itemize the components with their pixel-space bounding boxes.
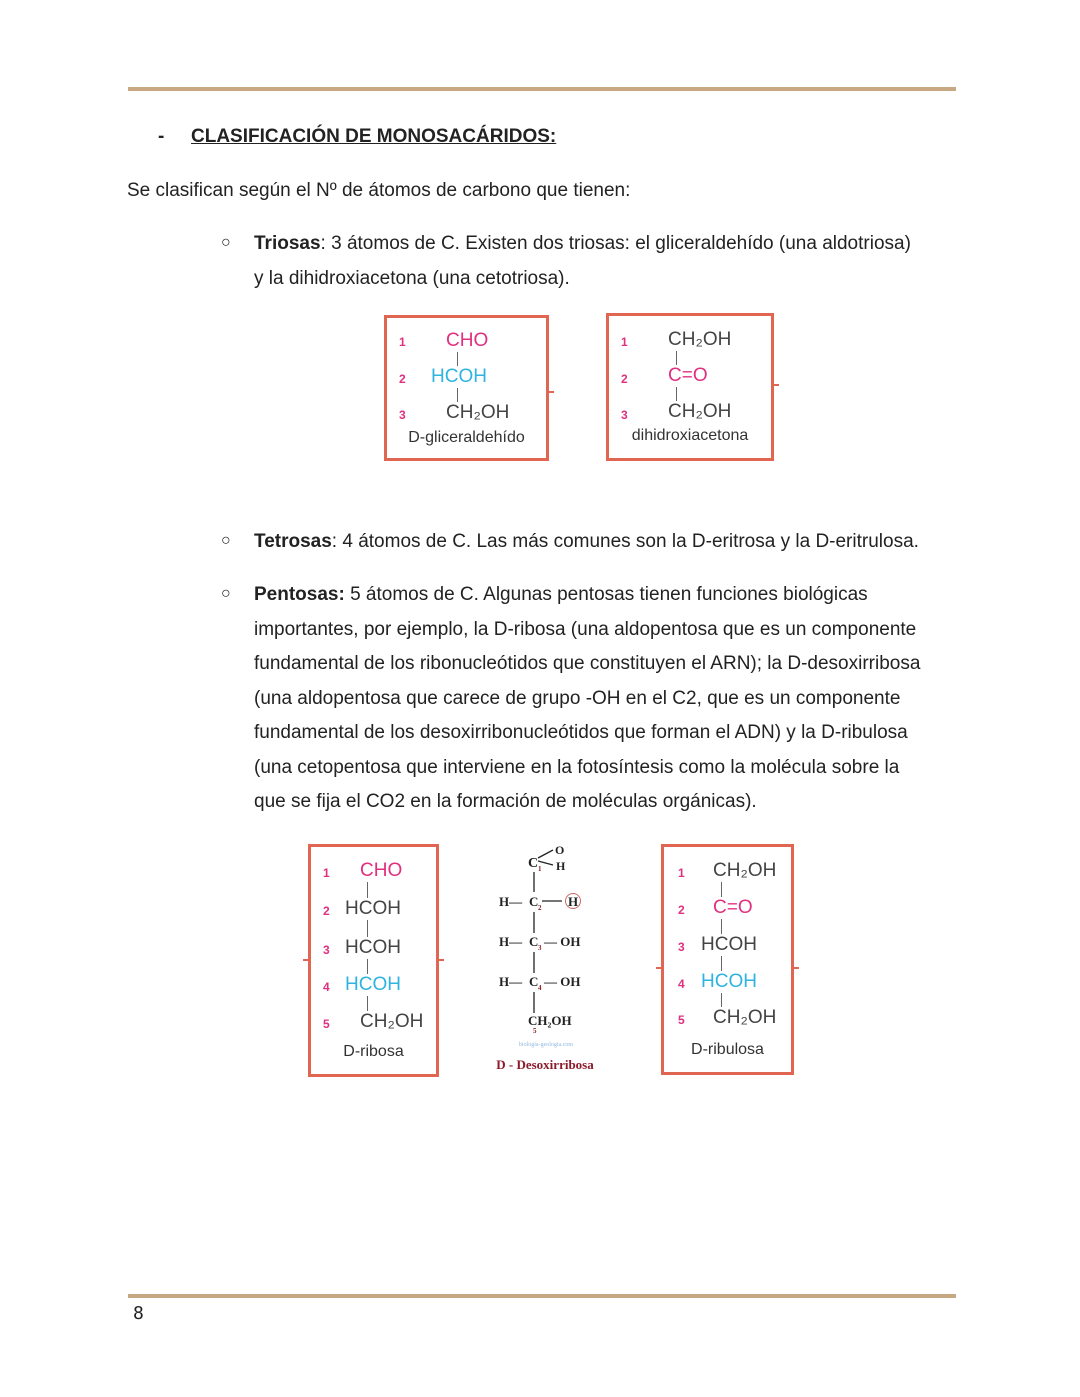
bullet-tetrosas bbox=[254, 525, 994, 560]
box-tick bbox=[439, 959, 444, 961]
bullet-text: que se fija el CO2 en la formación de moléculas orgánicas). bbox=[254, 791, 757, 812]
bullet-text: 5 átomos de C. Algunas pentosas tienen funciones biológicas bbox=[344, 584, 868, 605]
box-tick bbox=[794, 967, 799, 969]
bond-line bbox=[721, 882, 722, 897]
carbon-number: 1 bbox=[399, 335, 406, 349]
bullet-text: (una aldopentosa que carece de grupo -OH en el C2, que es un componente bbox=[254, 687, 901, 709]
formula-atom: H— bbox=[499, 974, 523, 989]
molecule-name: D-ribosa bbox=[343, 1043, 404, 1060]
formula-atom: H— bbox=[499, 934, 523, 949]
bond-line bbox=[367, 996, 368, 1011]
formula-row: CH₂OH bbox=[713, 1007, 777, 1028]
formula-atom: C bbox=[529, 974, 539, 989]
carbon-number: 3 bbox=[323, 943, 330, 957]
carbon-number: 2 bbox=[678, 903, 685, 917]
carbon-number: 3 bbox=[399, 408, 406, 422]
formula-row: C=O bbox=[713, 897, 753, 918]
carbon-number: 2 bbox=[399, 372, 406, 386]
formula-row: CH₂OH bbox=[446, 402, 510, 423]
carbon-number: 3 bbox=[621, 408, 628, 422]
carbon-number: 2 bbox=[621, 372, 628, 386]
formula-row: HCOH bbox=[345, 898, 401, 919]
formula-atom: — OH bbox=[544, 974, 581, 989]
carbon-number: 4 bbox=[323, 980, 330, 994]
formula-row: HCOH bbox=[431, 366, 487, 387]
bullet-marker: ○ bbox=[221, 532, 231, 549]
formula-atom: — OH bbox=[544, 934, 581, 949]
formula-atom: H— bbox=[499, 894, 523, 909]
carbon-number: 1 bbox=[678, 866, 685, 880]
formula-atom: O bbox=[555, 843, 565, 857]
bottom-rule bbox=[128, 1294, 956, 1298]
formula-row: CH₂OH bbox=[668, 329, 732, 350]
heading-dash: - bbox=[158, 126, 165, 147]
formula-atom: C bbox=[528, 856, 539, 871]
formula-row: CH₂OH bbox=[668, 401, 732, 422]
molecule-name: dihidroxiacetona bbox=[631, 427, 749, 444]
bullet-text: : 4 átomos de C. Las más comunes son la D-eritrosa y la D-eritrulosa. bbox=[331, 531, 919, 552]
formula-row: CH₂OH bbox=[713, 860, 777, 881]
formula-atom: C bbox=[529, 894, 539, 909]
carbon-number: 5 bbox=[678, 1013, 685, 1027]
formula-row: CHO bbox=[446, 330, 489, 351]
bullet-text: : 3 átomos de C. Existen dos triosas: el gliceraldehído (una aldotriosa) bbox=[320, 233, 911, 254]
carbon-number: 1 bbox=[538, 865, 542, 873]
molecule-name: D - Desoxirribosa bbox=[496, 1057, 594, 1072]
bullet-text: fundamental de los desoxirribonucleótidos que forman el ADN) y la D-ribulosa bbox=[254, 722, 908, 743]
bond-line bbox=[367, 882, 368, 898]
figure-d-desoxirribosa bbox=[480, 838, 620, 1078]
bullet-text: y la dihidroxiacetona (una cetotriosa). bbox=[254, 267, 570, 289]
carbon-number: 5 bbox=[323, 1017, 330, 1031]
bond-line bbox=[538, 850, 553, 858]
bullet-title: Tetrosas bbox=[254, 531, 332, 552]
formula-row: CH₂OH bbox=[360, 1011, 424, 1032]
carbon-number: 3 bbox=[538, 944, 542, 952]
page-number: 8 bbox=[133, 1303, 144, 1324]
bullet-marker: ○ bbox=[221, 234, 231, 251]
carbon-number: 1 bbox=[621, 335, 628, 349]
bullet-text: (una cetopentosa que interviene en la fotosíntesis como la molécula sobre la bbox=[254, 756, 900, 778]
bullet-pentosas bbox=[254, 578, 1014, 820]
figure-d-ribosa bbox=[308, 844, 439, 1077]
box-tick bbox=[549, 391, 554, 393]
section-heading: CLASIFICACIÓN DE MONOSACÁRIDOS: bbox=[191, 126, 557, 147]
figure-dihidroxiacetona bbox=[606, 313, 774, 461]
bullet-text: importantes, por ejemplo, la D-ribosa (una aldopentosa que es un componente bbox=[254, 618, 917, 640]
carbon-number: 5 bbox=[533, 1027, 537, 1035]
formula-atom: C bbox=[529, 934, 539, 949]
formula-row: HCOH bbox=[701, 971, 757, 992]
bond-line bbox=[367, 920, 368, 937]
formula-row: HCOH bbox=[701, 934, 757, 955]
top-rule bbox=[128, 87, 956, 91]
molecule-name: D-ribulosa bbox=[691, 1041, 764, 1058]
bullet-title: Pentosas: bbox=[254, 584, 345, 605]
image-credit: biologia-geologia.com bbox=[518, 1042, 574, 1048]
bond-line bbox=[721, 919, 722, 934]
formula-row: HCOH bbox=[345, 937, 401, 958]
formula-atom: H bbox=[568, 894, 579, 909]
bond-line bbox=[721, 993, 722, 1007]
formula-row: HCOH bbox=[345, 974, 401, 995]
carbon-number: 2 bbox=[538, 904, 542, 912]
bond-line bbox=[367, 959, 368, 974]
carbon-number: 2 bbox=[323, 904, 330, 918]
formula-atom: CH₂OH bbox=[528, 1013, 572, 1028]
carbon-number: 4 bbox=[678, 977, 685, 991]
bond-line bbox=[457, 388, 458, 402]
bond-line bbox=[676, 351, 677, 365]
figure-d-ribulosa bbox=[661, 844, 794, 1075]
bullet-marker: ○ bbox=[221, 585, 231, 602]
bond-line bbox=[676, 387, 677, 401]
formula-row: C=O bbox=[668, 365, 708, 386]
carbon-number: 4 bbox=[538, 984, 542, 992]
bullet-title: Triosas bbox=[254, 233, 321, 254]
carbon-number: 1 bbox=[323, 866, 330, 880]
bond-line bbox=[457, 352, 458, 366]
carbon-number: 3 bbox=[678, 940, 685, 954]
bullet-text: fundamental de los ribonucleótidos que constituyen el ARN); la D-desoxirribosa bbox=[254, 653, 921, 674]
formula-row: CHO bbox=[360, 860, 403, 881]
formula-atom: H bbox=[556, 859, 566, 873]
intro-text: Se clasifican según el Nº de átomos de carbono que tienen: bbox=[127, 180, 631, 201]
figure-d-gliceraldehido bbox=[384, 315, 549, 461]
bond-line bbox=[721, 956, 722, 971]
box-tick bbox=[774, 384, 779, 386]
bullet-triosas bbox=[254, 227, 994, 296]
molecule-name: D-gliceraldehído bbox=[408, 429, 525, 446]
